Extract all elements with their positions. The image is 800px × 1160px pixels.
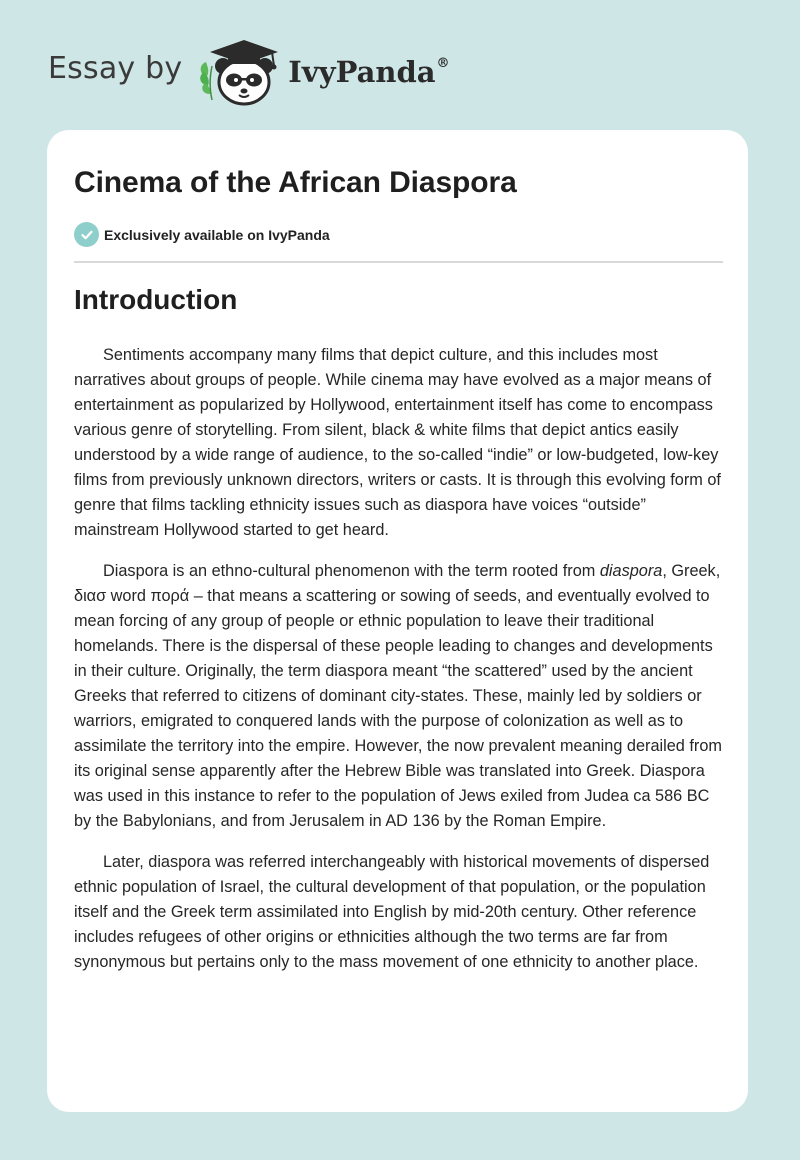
- article-card: [47, 130, 748, 1112]
- registered-mark: ®: [436, 56, 450, 72]
- divider: [74, 261, 723, 263]
- section-heading: Introduction: [74, 284, 238, 315]
- article-body: [74, 343, 726, 991]
- panda-graduate-icon: [196, 36, 288, 108]
- italic-term: diaspora: [599, 562, 663, 580]
- exclusive-badge: [74, 222, 330, 247]
- article-title: Cinema of the African Diaspora: [74, 166, 517, 199]
- paragraph-1: Sentiments accompany many films that depict culture, and this includes most narratives about groups of people. While cinema may have evolved as a major means of entertainment as popularized by Hollywood, entertainment itself has come to encompass various genre of storytelling. From silent, black & white films that depict antics easily understood by a wide range of audience, to the so-called “indie” or low-budgeted, low-key films from previously unknown directors, writers or casts. It is through this evolving form of genre that films tackling ethnicity issues such as diaspora have voices “outside” mainstream Hollywood started to get heard.: [74, 346, 721, 539]
- exclusive-badge-text: Exclusively available on IvyPanda: [104, 226, 330, 243]
- site-brand[interactable]: [48, 36, 450, 108]
- paragraph-3: Later, diaspora was referred interchangeably with historical movements of dispersed ethnic population of Israel, the cultural development of that population, or the population itself and the Greek term assimilated into English by mid-20th century. Other reference includes refugees of other origins or ethnicities although the two terms are far from synonymous but pertains only to the mass movement of one ethnicity to another place.: [74, 853, 710, 971]
- check-icon: [74, 222, 99, 247]
- essay-by-label: Essay by: [48, 50, 183, 86]
- brand-name: IvyPanda®: [288, 55, 450, 89]
- paragraph-2: Diaspora is an ethno-cultural phenomenon with the term rooted from diaspora, Greek, διασ word πορά – that means a scattering or sowing of seeds, and eventually evolved to mean forcing of any group of people or ethnic population to leave their traditional homelands. There is the dispersal of these people leading to changes and developments in their culture. Originally, the term diaspora meant “the scattered” used by the ancient Greeks that referred to citizens of dominant city-states. These, mainly led by soldiers or warriors, emigrated to conquered lands with the purpose of colonization as well as to assimilate the territory into the empire. However, the now prevalent meaning derailed from its original sense apparently after the Hebrew Bible was translated into Greek. Diaspora was used in this instance to refer to the population of Jews exiled from Judea ca 586 BC by the Babylonians, and from Jerusalem in AD 136 by the Roman Empire.: [74, 562, 722, 830]
